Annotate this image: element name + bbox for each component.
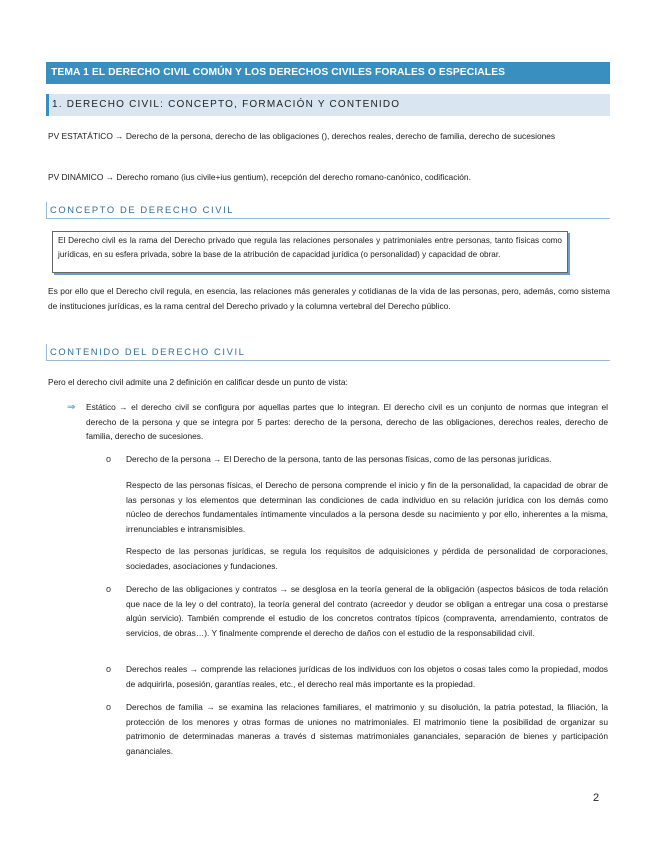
bullet-icon: o (106, 702, 112, 712)
page-number: 2 (593, 792, 600, 804)
concepto-heading: CONCEPTO DE DERECHO CIVIL (46, 202, 610, 219)
pero-paragraph: Pero el derecho civil admite una 2 definición en calificar desde un punto de vista: (48, 377, 348, 387)
obligaciones-paragraph: Derecho de las obligaciones y contratos → se desglosa en la teoría general de la obligación (aspectos básicos de toda relación que nace de la ley o del contrato), la teoría general del contrato (acreedor y deudor se obligan a entregar una cosa o prestarse algún servicio). También comprende el estudio de los concretos contratos típicos (compraventa, arrendamiento, contratos de servicios, de obras…). Y finalmente comprende el derecho de daños con el estudio de la responsabilidad civil. (126, 584, 608, 638)
reales-paragraph: Derechos reales → comprende las relaciones jurídicas de los individuos con los objetos o cosas tales como la propiedad, modos de adquirirla, posesión, garantías reales, etc., el derecho real más importante es la propiedad. (126, 664, 608, 689)
persona-paragraph: Derecho de la persona → El Derecho de la persona, tanto de las personas físicas, como de las personas jurídicas. (126, 454, 552, 464)
familia-paragraph: Derechos de familia → se examina las relaciones familiares, el matrimonio y su disolución, la patria potestad, la filiación, la protección de los menores y otras formas de uniones no matrimoniales. El matrimonio tiene la posibilidad de organizar su patrimonio de determinadas maneras a través d sistemas matrimoniales gananciales, separación de bienes y participación gananciales. (126, 702, 608, 756)
juridicas-paragraph: Respecto de las personas jurídicas, se regula los requisitos de adquisiciones y pérdida de personalidad de corporaciones, sociedades, asociaciones y fundaciones. (126, 546, 608, 571)
tema-title: TEMA 1 EL DERECHO CIVIL COMÚN Y LOS DERECHOS CIVILES FORALES O ESPECIALES (46, 62, 610, 84)
definition-box: El Derecho civil es la rama del Derecho privado que regula las relaciones personales y patrimoniales entre personas, tanto físicas como jurídicas, en su esfera privada, sobre la base de la atribución de capacidad jurídica (o personalidad) y capacidad de obrar. (52, 231, 568, 273)
bullet-icon: o (106, 454, 112, 464)
general-paragraph: Es por ello que el Derecho civil regula, en esencia, las relaciones más generales y cotidianas de la vida de las personas, pero, además, como sistema de instituciones jurídicas, es la rama central del Derecho privado y la columna vertebral del Derecho público. (48, 286, 610, 311)
estatico-paragraph: Estático → el derecho civil se configura por aquellas partes que lo integran. El derecho civil es un conjunto de normas que integran el derecho de la persona y que se integra por 5 partes: derecho de la persona, derecho de las obligaciones, derechos reales, derecho de familia, derecho de sucesiones. (86, 402, 608, 441)
pv-dinamico-text: PV DINÁMICO → Derecho romano (ius civile+ius gentium), recepción del derecho romano-canónico, codificación. (48, 172, 471, 182)
bullet-icon: o (106, 584, 112, 594)
fisicas-paragraph: Respecto de las personas físicas, el Derecho de persona comprende el inicio y fin de la personalidad, la capacidad de obrar de las personas y los elementos que determinan las condiciones de cada individuo en su relación jurídica con los demás como núcleo de derechos fundamentales íntimamente vinculados a la persona desde su nacimiento y por ello, inherentes a la misma, irrenunciables e intransmisibles. (126, 480, 608, 534)
contenido-heading: CONTENIDO DEL DERECHO CIVIL (46, 344, 610, 361)
double-arrow-icon: ⇒ (67, 402, 76, 413)
bullet-icon: o (106, 664, 112, 674)
section-title: 1. DERECHO CIVIL: CONCEPTO, FORMACIÓN Y CONTENIDO (46, 94, 610, 116)
pv-estatico-text: PV ESTATÁTICO → Derecho de la persona, derecho de las obligaciones (), derechos reales, derecho de familia, derecho de sucesiones (48, 131, 556, 141)
